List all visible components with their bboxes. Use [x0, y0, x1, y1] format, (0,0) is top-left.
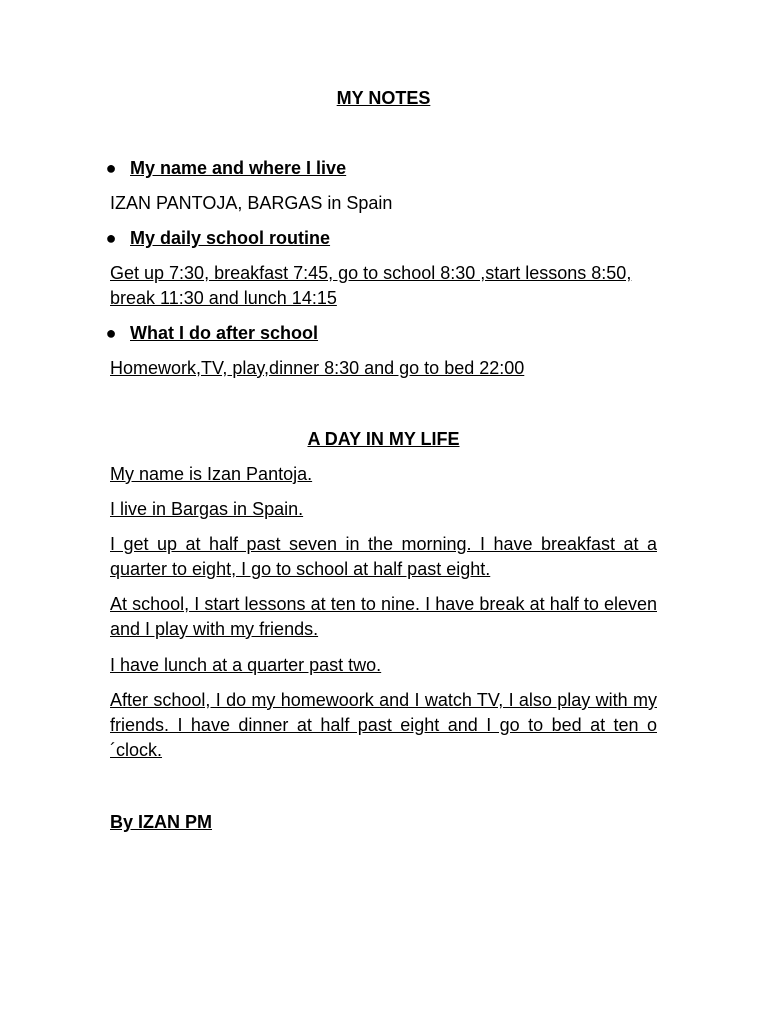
notes-heading-routine — [105, 226, 657, 251]
notes-title: MY NOTES — [336, 88, 431, 108]
bullet-icon: ● — [105, 323, 117, 343]
story-paragraph: My name is Izan Pantoja. — [110, 464, 313, 484]
story-paragraph: At school, I start lessons at ten to nine. I have break at half to eleven and I play with my friends. — [110, 594, 657, 639]
story-paragraph: I get up at half past seven in the morning. I have breakfast at a quarter to eight, I go to school at half past eight. — [110, 534, 657, 579]
notes-heading-name-text: My name and where I live — [130, 158, 347, 178]
bullet-icon: ● — [105, 158, 117, 178]
notes-name-line: IZAN PANTOJA, BARGAS in Spain — [110, 193, 393, 213]
notes-routine-line-2: break 11:30 and lunch 14:15 — [110, 288, 337, 308]
notes-after-school-line: Homework,TV, play,dinner 8:30 and go to bed 22:00 — [110, 358, 525, 378]
signature: By IZAN PM — [110, 812, 213, 832]
notes-heading-routine-text: My daily school routine — [130, 228, 331, 248]
document-page — [105, 0, 657, 1024]
story-paragraph: I live in Bargas in Spain. — [110, 499, 304, 519]
notes-heading-after-school — [105, 321, 657, 346]
story-paragraph: After school, I do my homewoork and I watch TV, I also play with my friends. I have dinner at half past eight and I go to bed at ten o´clock. — [110, 690, 657, 760]
story-title: A DAY IN MY LIFE — [307, 429, 460, 449]
notes-heading-name — [105, 156, 657, 181]
notes-heading-after-school-text: What I do after school — [130, 323, 319, 343]
story-paragraph: I have lunch at a quarter past two. — [110, 655, 382, 675]
bullet-icon: ● — [105, 228, 117, 248]
notes-routine-line-1: Get up 7:30, breakfast 7:45, go to school 8:30 ,start lessons 8:50, — [110, 263, 632, 283]
